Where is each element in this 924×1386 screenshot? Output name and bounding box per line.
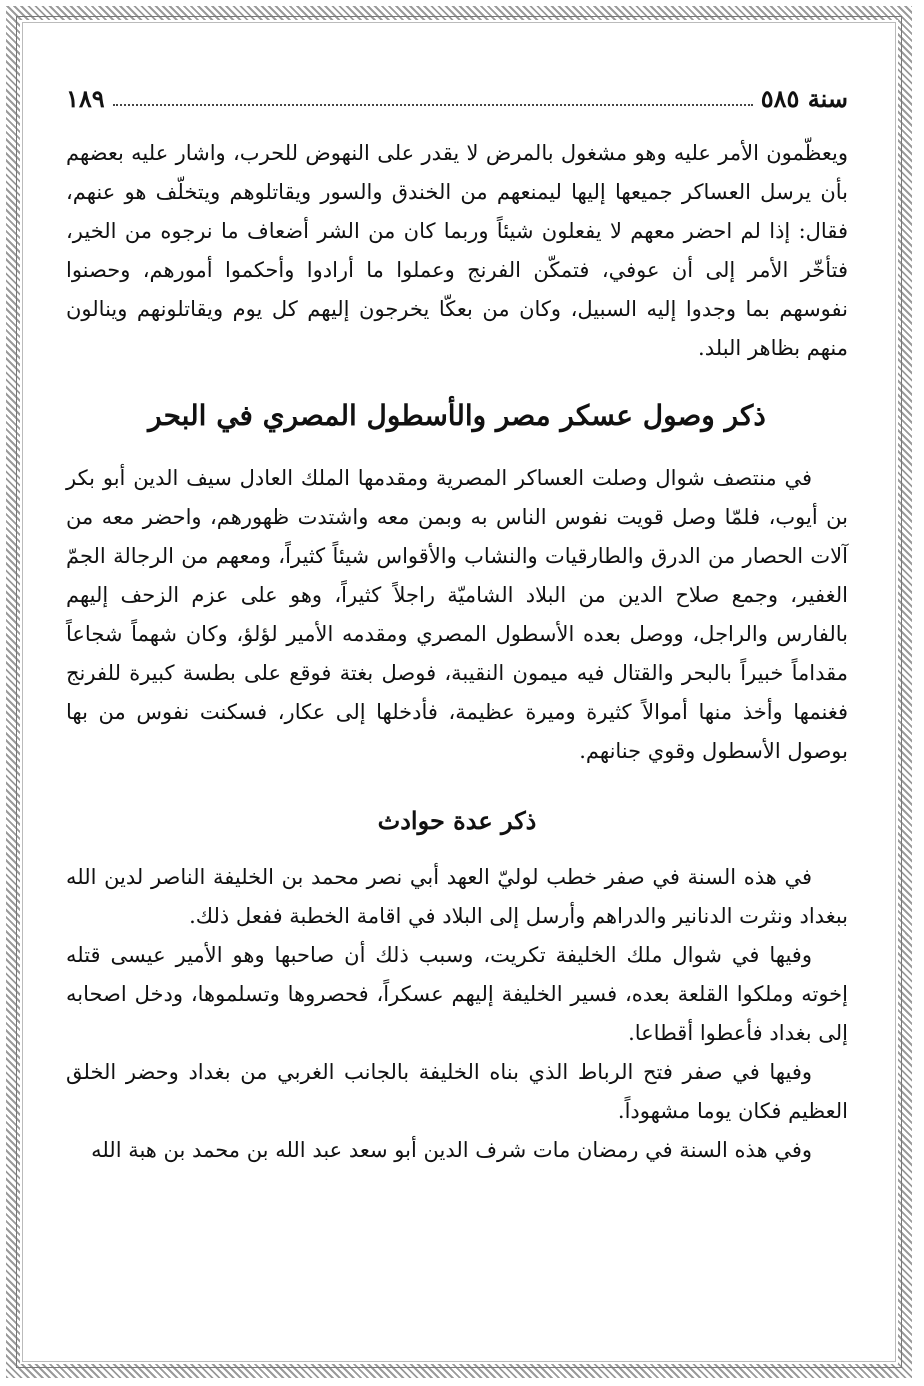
running-head-year: سنة ٥٨٥ [760,83,848,113]
dotted-leader [113,104,753,106]
section-heading-events: ذكر عدة حوادث [377,806,537,835]
page-body [66,134,848,1170]
section-heading-egypt-army: ذكر وصول عسكر مصر والأسطول المصري في البحر [148,399,766,432]
intro-paragraph: ويعظّمون الأمر عليه وهو مشغول بالمرض لا يقدر على النهوض للحرب، واشار عليه بعضهم بأن يرسل العساكر جميعها إليها ليمنعهم من الخندق والسور ويقاتلوهم ويتخلّف هو عنهم، فقال: إذا لم احضر معهم لا يفعلون شيئاً وربما كان من الشر أضعاف ما نرجوه من الخير، فتأخّر الأمر إلى أن عوفي، فتمكّن الفرنج وعملوا ما أرادوا وأحكموا أمورهم، وحصنوا نفوسهم بما وجدوا إليه السبيل، وكان من بعكّا يخرجون إليهم كل يوم ويقاتلونهم وينالون منهم بظاهر البلد. [66,141,848,360]
event-paragraph: وفي هذه السنة في رمضان مات شرف الدين أبو سعد عبد الله بن محمد بن هبة الله [91,1138,812,1162]
page-number: ١٨٩ [66,83,105,113]
event-paragraph: وفيها في صفر فتح الرباط الذي بناه الخليفة بالجانب الغربي من بغداد وحضر الخلق العظيم فكان يوما مشهوداً. [66,1060,848,1123]
section-paragraph: في منتصف شوال وصلت العساكر المصرية ومقدمها الملك العادل سيف الدين أبو بكر بن أيوب، فلمّا وصل قويت نفوس الناس به وبمن معه واشتدت ظهورهم، واحضر معه من آلات الحصار من الدرق والطارقيات والنشاب والأقواس شيئاً كثيراً، ومعهم من الرجالة الجمّ الغفير، وجمع صلاح الدين من البلاد الشاميّة راجلاً كثيراً، وهو على عزم الزحف إليهم بالفارس والراجل، ووصل بعده الأسطول المصري ومقدمه الأمير لؤلؤ، وكان شهماً شجاعاً مقداماً خبيراً بالبحر والقتال فيه ميمون النقيبة، فوصل بغتة فوقع على بطسة كبيرة للفرنج فغنمها وأخذ منها أموالاً كثيرة وميرة عظيمة، فأدخلها إلى عكار، فسكنت نفوس من بها بوصول الأسطول وقوي جنانهم. [66,466,848,763]
event-paragraph: في هذه السنة في صفر خطب لوليّ العهد أبي نصر محمد بن الخليفة الناصر لدين الله ببغداد ونثرت الدنانير والدراهم وأرسل إلى البلاد في اقامة الخطبة ففعل ذلك. [66,865,848,928]
event-paragraph: وفيها في شوال ملك الخليفة تكريت، وسبب ذلك أن صاحبها وهو الأمير عيسى قتله إخوته وملكوا القلعة بعده، فسير الخليفة إليهم عسكراً، فحصروها وتسلموها، ودخل اصحابه إلى بغداد فأعطوا أقطاعا. [66,943,848,1045]
page-header [66,80,848,116]
